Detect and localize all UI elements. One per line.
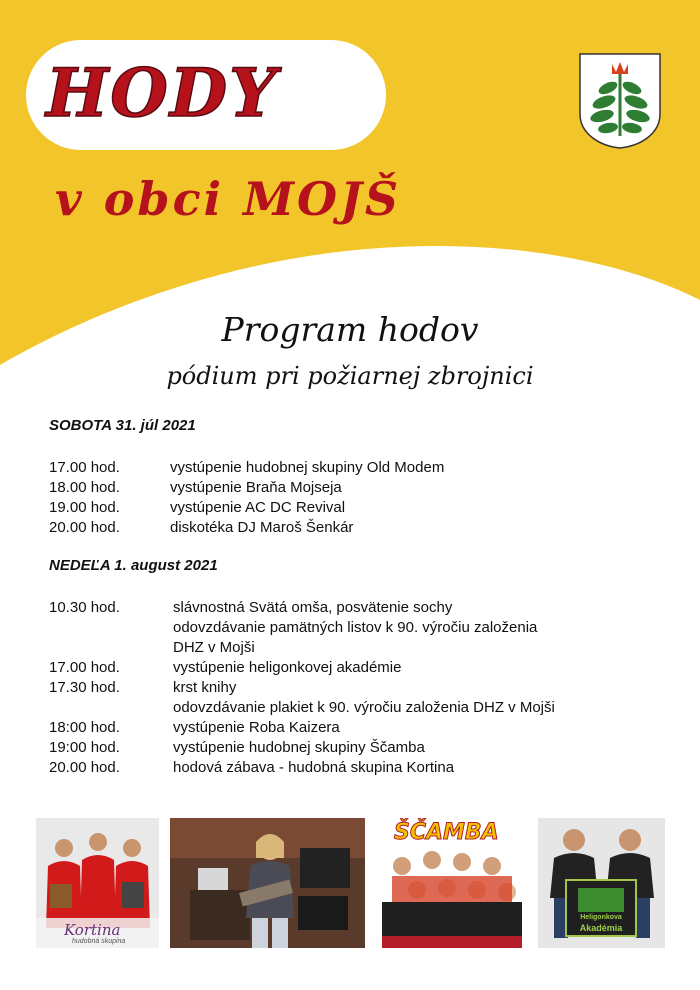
akademia-logo-line1: Heligonkova	[580, 914, 622, 921]
kortina-logo-subtext: hudobná skupina	[72, 938, 126, 945]
schedule-row	[49, 678, 237, 698]
schedule-time: 19.00 hod.	[49, 499, 120, 516]
schedule-row	[49, 598, 453, 618]
schedule-desc: diskotéka DJ Maroš Šenkár	[170, 519, 354, 536]
schedule-time: 18.00 hod.	[49, 479, 120, 496]
saturday-heading: SOBOTA 31. júl 2021	[49, 417, 196, 434]
schedule-desc: vystúpenie AC DC Revival	[170, 499, 346, 516]
schedule-time: 19:00 hod.	[49, 739, 120, 756]
schedule-row	[49, 478, 342, 498]
schedule-desc: vystúpenie hudobnej skupiny Ščamba	[173, 739, 425, 756]
schedule-time: 10.30 hod.	[49, 599, 120, 616]
kortina-logo-text: Kortina	[64, 921, 121, 939]
photo-scamba	[372, 818, 532, 948]
studio-image	[170, 818, 365, 948]
schedule-desc: hodová zábava - hudobná skupina Kortina	[173, 759, 455, 776]
schedule-time: 20.00 hod.	[49, 759, 120, 776]
program-location: pódium pri požiarnej zbrojnici	[166, 362, 534, 390]
schedule-row	[49, 738, 425, 758]
sunday-heading: NEDEĽA 1. august 2021	[49, 557, 218, 574]
program-heading: Program hodov	[221, 310, 479, 349]
schedule-time: 18:00 hod.	[49, 719, 120, 736]
schedule-row	[49, 458, 445, 478]
schedule-desc: odovzdávanie plakiet k 90. výročiu založenia DHZ v Mojši	[173, 699, 555, 716]
schedule-desc: odovzdávanie pamätných listov k 90. výročiu založenia	[173, 619, 538, 636]
photo-kortina	[36, 818, 159, 948]
schedule-time: 17.00 hod.	[49, 659, 120, 676]
schedule-desc: vystúpenie Braňa Mojseja	[170, 479, 342, 496]
schedule-desc: krst knihy	[173, 679, 237, 696]
schedule-desc: vystúpenie Roba Kaizera	[173, 719, 340, 736]
schedule-desc: vystúpenie heligonkovej akadémie	[173, 659, 402, 676]
schedule-desc: slávnostná Svätá omša, posvätenie sochy	[173, 599, 453, 616]
schedule-desc: vystúpenie hudobnej skupiny Old Modem	[170, 459, 445, 476]
schedule-row	[49, 658, 402, 678]
coat-of-arms-icon	[578, 52, 662, 150]
akademia-logo-line2: Akadémia	[579, 923, 623, 933]
schedule-desc: DHZ v Mojši	[173, 639, 255, 656]
photo-studio	[170, 818, 365, 948]
schedule-row	[49, 498, 346, 518]
event-subtitle: v obci MOJŠ	[55, 172, 402, 226]
schedule-time: 20.00 hod.	[49, 519, 120, 536]
schedule-row	[49, 718, 340, 738]
scamba-logo-text: ŠČAMBA	[394, 820, 499, 845]
schedule-time: 17.00 hod.	[49, 459, 120, 476]
schedule-time: 17.30 hod.	[49, 679, 120, 696]
photo-akademia	[538, 818, 665, 948]
schedule-row	[49, 518, 354, 538]
event-title: HODY	[46, 54, 279, 132]
schedule-row	[49, 758, 455, 778]
